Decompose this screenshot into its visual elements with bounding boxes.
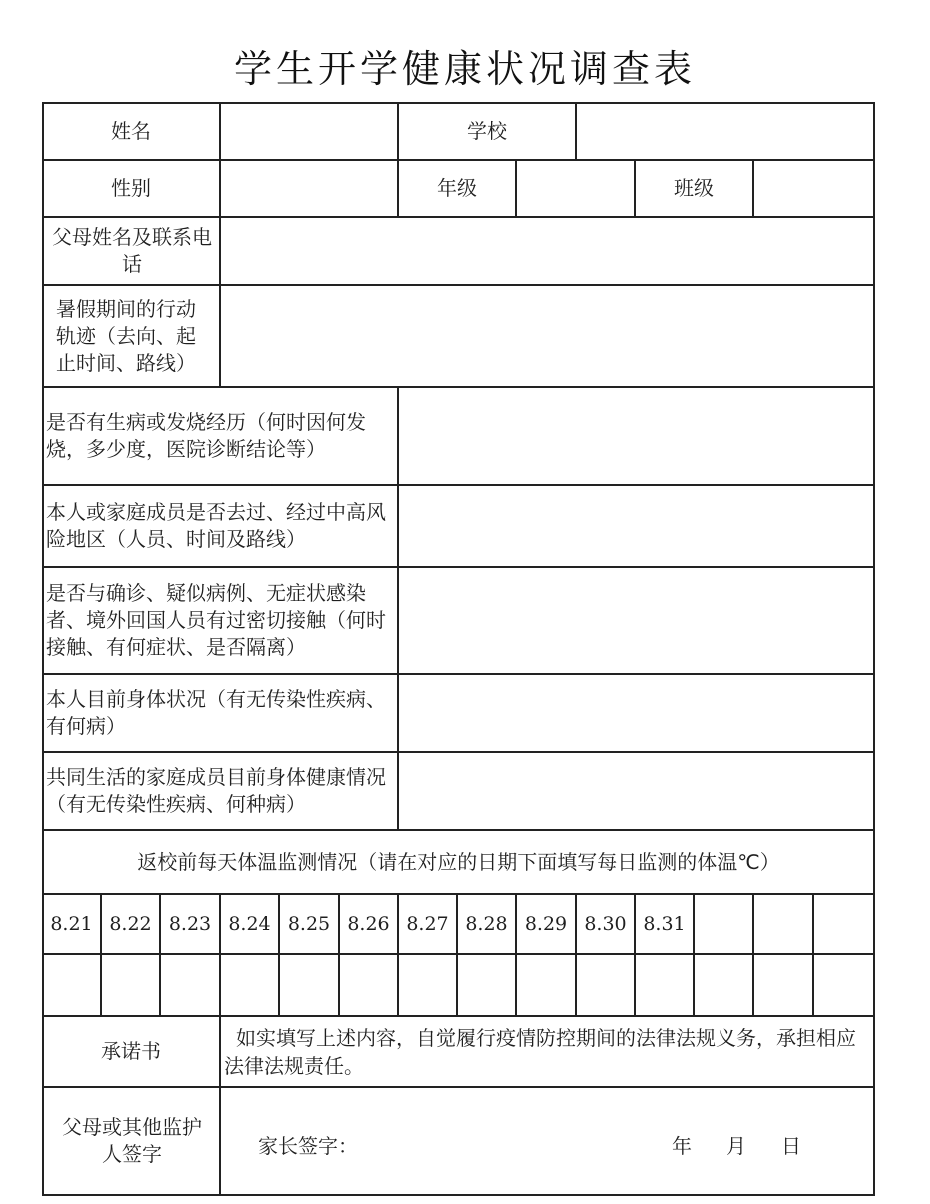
illness-label: 是否有生病或发烧经历（何时因何发烧，多少度，医院诊断结论等） [46, 410, 366, 461]
col-divider [575, 102, 577, 159]
grade-field[interactable] [516, 160, 635, 217]
own-health-label: 本人目前身体状况（有无传染性疾病、有何病） [46, 687, 386, 738]
date-cell: 8.23 [168, 912, 212, 935]
risk-area-label: 本人或家庭成员是否去过、经过中高风险地区（人员、时间及路线） [46, 500, 386, 551]
family-health-field[interactable] [398, 752, 875, 830]
date-cell: 8.25 [287, 912, 331, 935]
summer-trace-label: 暑假期间的行动轨迹（去向、起止时间、路线） [56, 296, 196, 375]
col-divider [456, 893, 458, 1015]
summer-trace-field[interactable] [220, 285, 875, 387]
day-label: 日 [781, 1134, 801, 1158]
date-cell: 8.27 [406, 912, 449, 935]
year-label: 年 [672, 1134, 692, 1158]
border-top [42, 102, 875, 104]
col-divider [278, 893, 280, 1015]
row-divider [42, 1086, 875, 1088]
page-title: 学生开学健康状况调查表 [233, 47, 696, 91]
date-cell: 8.28 [465, 912, 508, 935]
row-divider [42, 953, 875, 955]
own-health-field[interactable] [398, 674, 875, 752]
col-divider [219, 1015, 221, 1194]
row-divider [42, 1015, 875, 1017]
parent-sign-field[interactable] [362, 1114, 652, 1166]
col-divider [159, 893, 161, 1015]
col-divider [693, 893, 695, 1015]
col-divider [219, 216, 221, 386]
date-cell: 8.29 [524, 912, 568, 935]
col-divider [100, 893, 102, 1015]
parent-sign-label: 家长签字： [258, 1134, 358, 1158]
date-cell: 8.30 [584, 912, 627, 935]
col-divider [338, 893, 340, 1015]
row-divider [42, 284, 875, 286]
class-label: 班级 [674, 176, 714, 200]
pledge-label: 承诺书 [101, 1039, 161, 1063]
contact-field[interactable] [398, 567, 875, 674]
month-label: 月 [726, 1134, 746, 1158]
col-divider [397, 102, 399, 216]
risk-area-field[interactable] [398, 485, 875, 567]
gender-label: 性别 [111, 176, 151, 200]
col-divider [634, 159, 636, 216]
row-divider [42, 673, 875, 675]
col-divider [219, 893, 221, 1015]
col-divider [575, 893, 577, 1015]
date-cell: 8.22 [109, 912, 152, 935]
date-cell: 8.24 [228, 912, 271, 935]
col-divider [219, 102, 221, 216]
name-label: 姓名 [111, 118, 151, 143]
grade-label: 年级 [437, 176, 477, 200]
row-divider [42, 484, 875, 486]
row-divider [42, 566, 875, 568]
col-divider [752, 159, 754, 216]
row-divider [42, 216, 875, 218]
row-divider [42, 751, 875, 753]
pledge-text [220, 1016, 875, 1087]
date-cell: 8.31 [643, 912, 686, 935]
guardian-signature-label: 父母或其他监护人签字 [62, 1114, 202, 1166]
pledge-text-content: 如实填写上述内容，自觉履行疫情防控期间的法律法规义务，承担相应法律法规责任。 [224, 1025, 856, 1078]
border-left [42, 102, 44, 1194]
temperature-heading: 返校前每天体温监测情况（请在对应的日期下面填写每日监测的体温℃） [137, 849, 780, 874]
date-cell: 8.26 [347, 912, 390, 935]
school-field[interactable] [576, 102, 875, 160]
parents-field[interactable] [220, 217, 875, 285]
class-field[interactable] [753, 160, 875, 217]
border-bottom [42, 1194, 875, 1196]
row-divider [42, 893, 875, 895]
row-divider [42, 829, 875, 831]
col-divider [634, 893, 636, 1015]
col-divider [752, 893, 754, 1015]
row-divider [42, 159, 875, 161]
contact-label: 是否与确诊、疑似病例、无症状感染者、境外回国人员有过密切接触（何时接触、有何症状、是否隔离） [46, 581, 386, 659]
col-divider [515, 893, 517, 1015]
family-health-label: 共同生活的家庭成员目前身体健康情况（有无传染性疾病、何种病） [46, 765, 386, 816]
col-divider [812, 893, 814, 1015]
date-cell: 8.21 [50, 912, 93, 935]
gender-field[interactable] [220, 160, 398, 217]
col-divider [397, 893, 399, 1015]
health-survey-table [42, 102, 875, 1204]
col-divider [397, 386, 399, 829]
col-divider [515, 159, 517, 216]
parents-label: 父母姓名及联系电话 [52, 225, 212, 276]
border-right [873, 102, 875, 1194]
row-divider [42, 386, 875, 388]
illness-field[interactable] [398, 387, 875, 485]
name-field[interactable] [220, 102, 398, 160]
school-label: 学校 [467, 118, 507, 143]
temperature-input-row[interactable] [42, 954, 875, 1016]
